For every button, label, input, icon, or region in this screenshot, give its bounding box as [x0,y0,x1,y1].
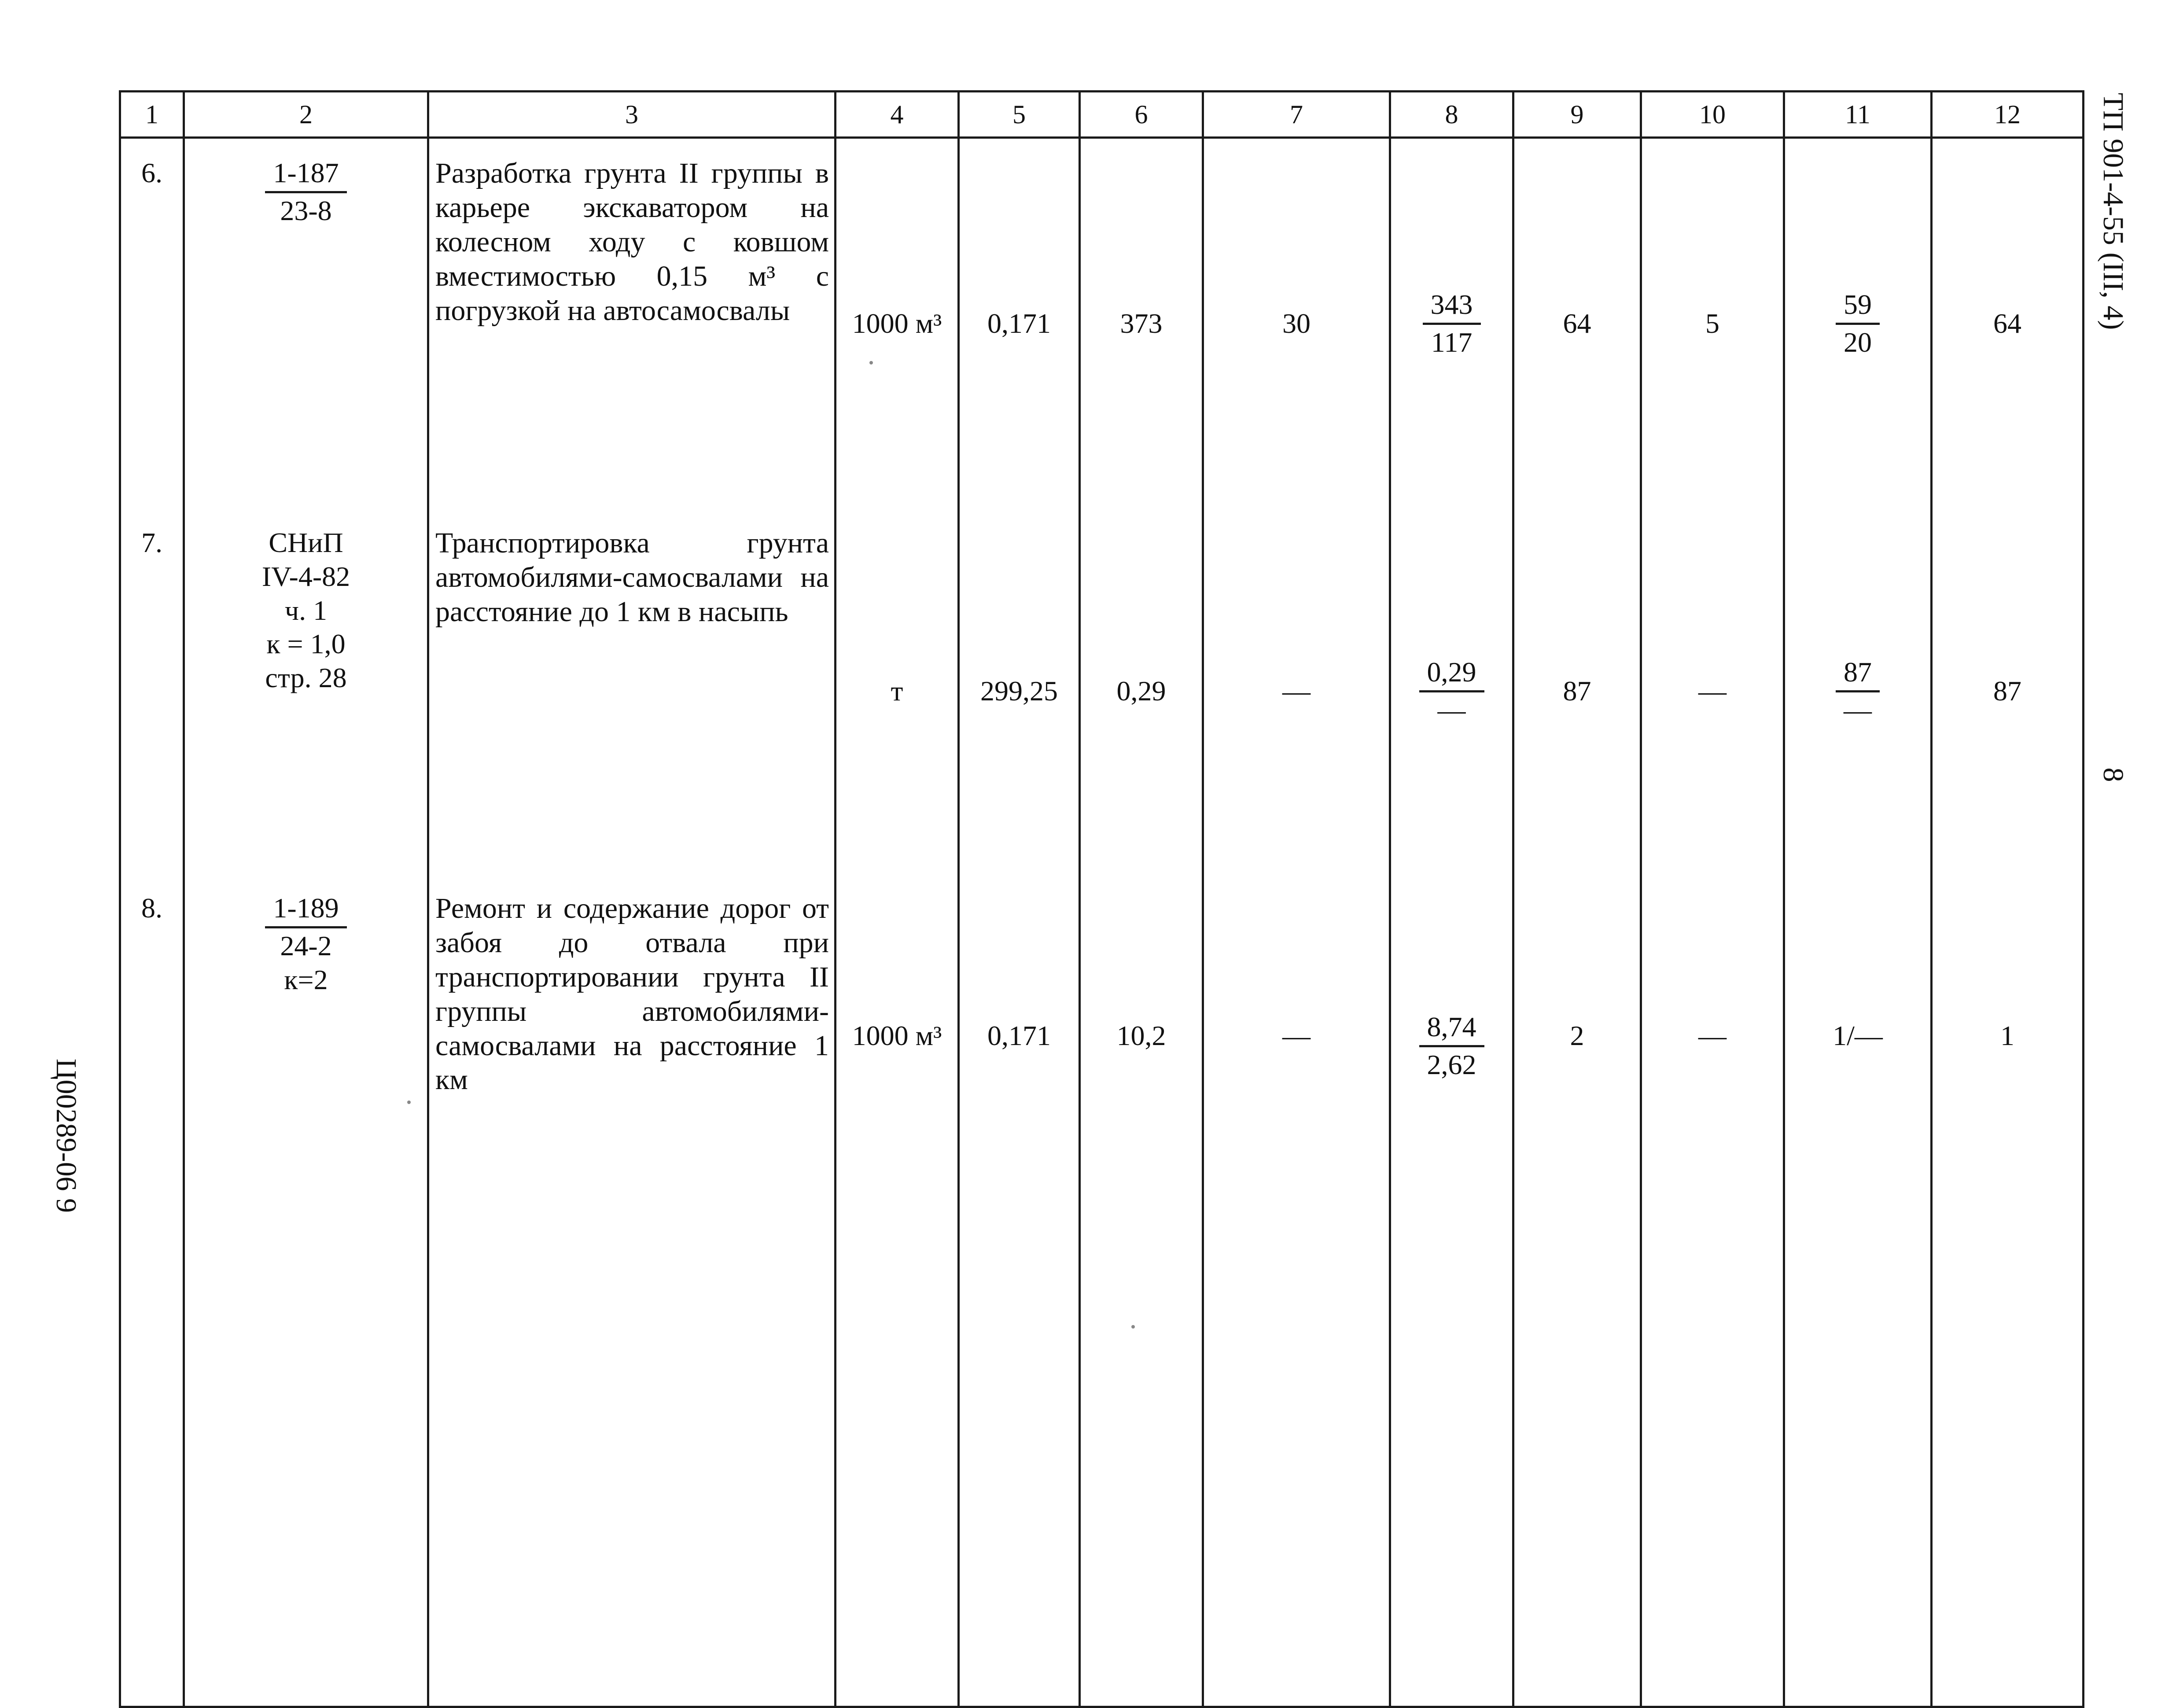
norm-line: стр. 28 [265,662,347,694]
work-description-box [435,891,829,1138]
norm-reference [184,508,428,874]
column-6-value: 0,29 [1080,508,1203,874]
fraction-top: 343 [1423,288,1481,325]
row-number: 7. [120,508,184,874]
value-fraction [1419,1010,1484,1082]
column-header: 12 [1932,92,2084,138]
column-header: 10 [1641,92,1784,138]
fraction-bottom: 20 [1844,326,1872,358]
column-10-value: 5 [1641,138,1784,509]
value-fraction [1419,655,1484,727]
column-10-value: — [1641,508,1784,874]
work-description: Разработка грунта II группы в карьере экскаватором на колесном ходу с ковшом вместимостью 0,15 м³ с погрузкой на автосамосвалы [428,138,836,509]
norm-line: СНиП [269,527,343,558]
norm-top: 1-187 [265,156,346,193]
quantity: 0,171 [959,138,1080,509]
column-header: 4 [836,92,959,138]
column-header: 3 [428,92,836,138]
column-12-value: 1 [1932,874,2084,1707]
norm-reference [184,138,428,509]
quantity: 0,171 [959,874,1080,1707]
fraction-top: 0,29 [1419,655,1484,692]
fraction-bottom: — [1844,694,1872,725]
column-12-value: 87 [1932,508,2084,874]
header-row [120,92,2084,138]
work-description: Транспортировка грунта автомобилями-самосвалами на расстояние до 1 км в насыпь [428,508,836,874]
column-header: 11 [1784,92,1932,138]
norm-fraction [265,891,346,963]
column-11-value [1784,138,1932,509]
column-header: 6 [1080,92,1203,138]
estimate-table [119,90,2084,1708]
fraction-top: 8,74 [1419,1010,1484,1047]
norm-line: ч. 1 [284,594,328,626]
column-header: 8 [1390,92,1513,138]
value-fraction [1423,288,1481,360]
unit: 1000 м³ [836,138,959,509]
fraction-bottom: — [1437,694,1466,725]
value-fraction [1836,655,1880,727]
row-number: 8. [120,874,184,1707]
norm-bottom: 24-2 [280,930,332,961]
archive-code: Ц00289-06 9 [50,1058,82,1213]
table-row [120,874,2084,1707]
work-description-text: Ремонт и содержание дорог от забоя до отвала при транспортировании грунта II группы автомобилями-самосвалами на расстояние 1 км [435,892,829,1096]
column-11-value [1784,508,1932,874]
norm-line: IV-4-82 [261,560,350,592]
column-8-value [1390,508,1513,874]
column-8-value [1390,138,1513,509]
column-6-value: 373 [1080,138,1203,509]
scan-speck [1131,1325,1135,1329]
column-header: 9 [1513,92,1641,138]
table-row [120,138,2084,509]
column-7-value: — [1203,874,1390,1707]
column-header: 2 [184,92,428,138]
fraction-bottom: 117 [1431,326,1473,358]
norm-top: 1-189 [265,891,346,928]
column-8-value [1390,874,1513,1707]
column-header: 1 [120,92,184,138]
document-code: ТП 901-4-55 (III, 4) [2097,92,2129,330]
norm-reference [184,874,428,1707]
fraction-top: 87 [1836,655,1880,692]
column-7-value: — [1203,508,1390,874]
unit: 1000 м³ [836,874,959,1707]
scan-speck [407,1101,411,1104]
column-header: 7 [1203,92,1390,138]
row-number: 6. [120,138,184,509]
unit: т [836,508,959,874]
column-11-value: 1/— [1784,874,1932,1707]
work-description [428,874,836,1707]
column-9-value: 2 [1513,874,1641,1707]
fraction-bottom: 2,62 [1427,1049,1476,1080]
column-9-value: 64 [1513,138,1641,509]
column-9-value: 87 [1513,508,1641,874]
scan-speck [869,361,873,364]
norm-fraction [265,156,346,228]
column-header: 5 [959,92,1080,138]
norm-bottom: 23-8 [280,195,332,226]
column-12-value: 64 [1932,138,2084,509]
quantity: 299,25 [959,508,1080,874]
table-row [120,508,2084,874]
column-6-value: 10,2 [1080,874,1203,1707]
norm-coefficient: к=2 [284,964,328,995]
norm-line: к = 1,0 [266,628,346,660]
value-fraction [1836,288,1880,360]
fraction-top: 59 [1836,288,1880,325]
column-7-value: 30 [1203,138,1390,509]
column-10-value: — [1641,874,1784,1707]
sheet-number: 8 [2097,767,2129,782]
